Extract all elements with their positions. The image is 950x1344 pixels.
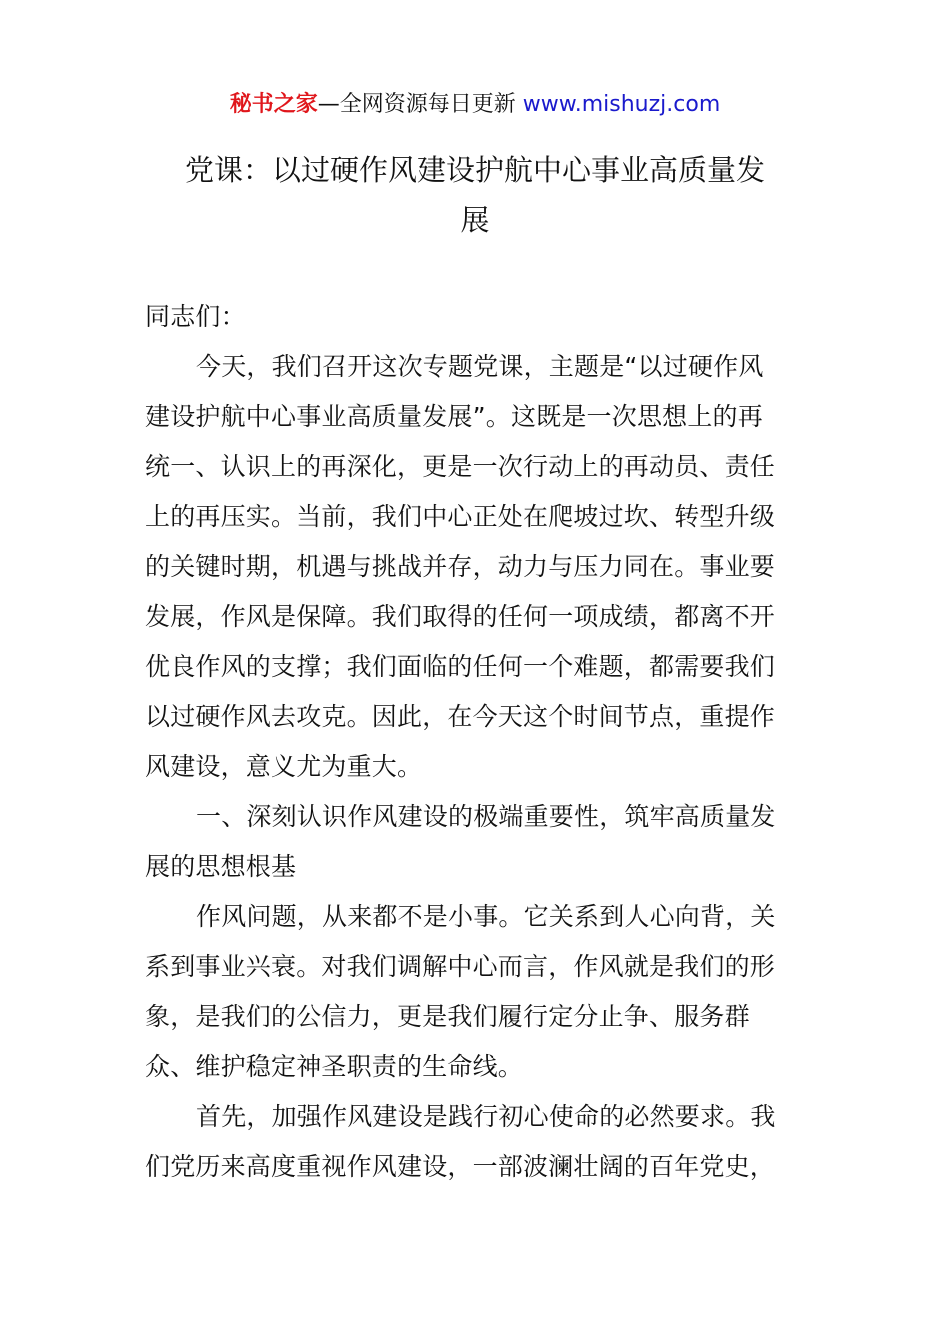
paragraph-line: 首先，加强作风建设是践行初心使命的必然要求。我 xyxy=(196,1102,776,1131)
salutation: 同志们： xyxy=(145,302,246,331)
paragraph-line: 系到事业兴衰。对我们调解中心而言，作风就是我们的形 xyxy=(145,952,776,981)
paragraph-line: 今天，我们召开这次专题党课，主题是“以过硬作风 xyxy=(196,352,764,381)
paragraph-line: 建设护航中心事业高质量发展”。这既是一次思想上的再 xyxy=(145,402,763,431)
header-tagline: —全网资源每日更新 xyxy=(317,92,516,117)
document-title xyxy=(140,145,810,245)
paragraph-line: 风建设，意义尤为重大。 xyxy=(145,752,423,781)
site-header xyxy=(0,88,950,122)
paragraph-line: 们党历来高度重视作风建设，一部波澜壮阔的百年党史， xyxy=(145,1152,776,1181)
paragraph-line: 发展，作风是保障。我们取得的任何一项成绩，都离不开 xyxy=(145,602,776,631)
paragraph-line: 的关键时期，机遇与挑战并存，动力与压力同在。事业要 xyxy=(145,552,776,581)
paragraph-line: 象，是我们的公信力，更是我们履行定分止争、服务群 xyxy=(145,1002,750,1031)
title-line: 展 xyxy=(460,203,490,237)
site-url[interactable]: www.mishuzj.com xyxy=(522,92,721,117)
paragraph-line: 作风问题，从来都不是小事。它关系到人心向背，关 xyxy=(196,902,776,931)
paragraph-line: 众、维护稳定神圣职责的生命线。 xyxy=(145,1052,524,1081)
paragraph-line: 优良作风的支撑；我们面临的任何一个难题，都需要我们 xyxy=(145,652,776,681)
paragraph-line: 上的再压实。当前，我们中心正处在爬坡过坎、转型升级 xyxy=(145,502,776,531)
title-line: 党课：以过硬作风建设护航中心事业高质量发 xyxy=(184,153,765,187)
section-heading-line: 一、深刻认识作风建设的极端重要性，筑牢高质量发 xyxy=(196,802,776,831)
paragraph-line: 以过硬作风去攻克。因此，在今天这个时间节点，重提作 xyxy=(145,702,776,731)
document-body xyxy=(145,292,810,1192)
section-heading-line: 展的思想根基 xyxy=(145,852,297,881)
paragraph-line: 统一、认识上的再深化，更是一次行动上的再动员、责任 xyxy=(145,452,776,481)
brand-name: 秘书之家 xyxy=(229,92,318,117)
